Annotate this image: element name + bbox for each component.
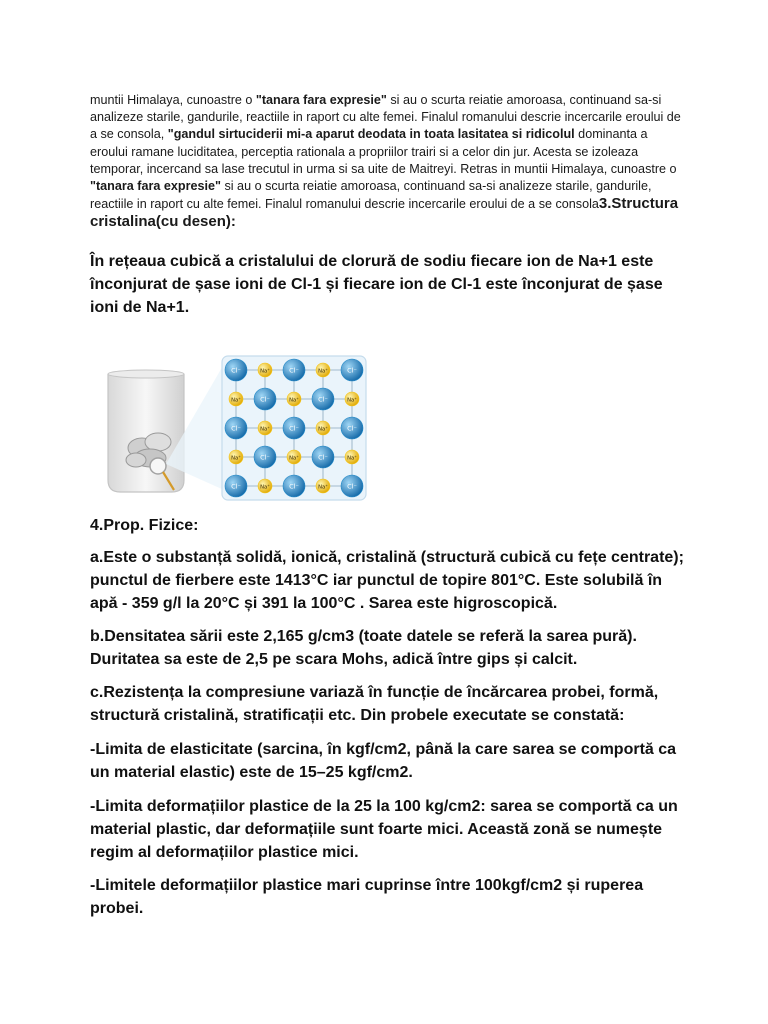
sodium-ion	[229, 450, 243, 464]
chloride-ion	[341, 475, 363, 497]
sodium-ion	[316, 421, 330, 435]
svg-text:Na⁺: Na⁺	[347, 397, 357, 404]
sodium-ion	[258, 479, 272, 493]
svg-text:Na⁺: Na⁺	[260, 484, 270, 491]
sodium-ion	[345, 392, 359, 406]
svg-text:Cl⁻: Cl⁻	[347, 366, 357, 375]
intro-quote: "gandul sirtuciderii mi-a aparut deodata in toata lasitatea si ridicolul	[167, 127, 575, 142]
beaker-shape	[108, 374, 184, 492]
chloride-ion	[225, 417, 247, 439]
svg-text:Cl⁻: Cl⁻	[260, 453, 270, 462]
intro-paragraph	[90, 92, 682, 232]
svg-text:Na⁺: Na⁺	[231, 397, 241, 404]
svg-text:Cl⁻: Cl⁻	[318, 453, 328, 462]
intro-text: si au o scurta reiatie amoroasa, continuand sa-si analizeze starile, gandurile, reactiile in raport cu alte femei. Finalul romanului descrie incercarile eroului de a se consola,	[90, 93, 681, 142]
svg-text:Cl⁻: Cl⁻	[231, 424, 241, 433]
svg-text:Cl⁻: Cl⁻	[289, 482, 299, 491]
chloride-ion	[283, 475, 305, 497]
svg-text:Na⁺: Na⁺	[260, 426, 270, 433]
chloride-ion	[225, 359, 247, 381]
svg-text:Cl⁻: Cl⁻	[289, 366, 299, 375]
svg-text:Na⁺: Na⁺	[347, 455, 357, 462]
svg-text:Na⁺: Na⁺	[231, 455, 241, 462]
sodium-ion	[316, 363, 330, 377]
sodium-ion	[258, 363, 272, 377]
svg-text:Na⁺: Na⁺	[318, 368, 328, 375]
structure-paragraph: În rețeaua cubică a cristalului de clorură de sodiu fiecare ion de Na+1 este înconjurat de șase ioni de Cl-1 și fiecare ion de Cl-1 este înconjurat de șase ioni de Na+1.	[90, 253, 663, 316]
section-3-heading: 3.Structura cristalina(cu desen):	[90, 195, 679, 231]
svg-text:Na⁺: Na⁺	[289, 397, 299, 404]
svg-text:Cl⁻: Cl⁻	[260, 395, 270, 404]
chloride-ion	[341, 417, 363, 439]
nacl-crystal-figure	[100, 352, 370, 502]
svg-text:Cl⁻: Cl⁻	[289, 424, 299, 433]
svg-text:Cl⁻: Cl⁻	[347, 482, 357, 491]
intro-text: muntii Himalaya, cunoastre o	[90, 93, 256, 107]
sodium-ion	[345, 450, 359, 464]
magnifier-icon	[150, 458, 166, 474]
intro-quote: "tanara fara expresie"	[255, 93, 387, 107]
svg-text:Cl⁻: Cl⁻	[231, 482, 241, 491]
chloride-ion	[283, 359, 305, 381]
svg-text:Cl⁻: Cl⁻	[231, 366, 241, 375]
large-plastic-limit: -Limitele deformațiilor plastice mari cuprinse între 100kgf/cm2 și ruperea probei.	[90, 877, 644, 917]
sodium-ion	[316, 479, 330, 493]
svg-text:Na⁺: Na⁺	[318, 484, 328, 491]
section-4-title: 4.Prop. Fizice:	[90, 517, 199, 534]
svg-text:Na⁺: Na⁺	[260, 368, 270, 375]
property-b: b.Densitatea sării este 2,165 g/cm3 (toate datele se referă la sarea pură). Duritatea sa este de 2,5 pe scara Mohs, adică între gips și calcit.	[90, 628, 637, 668]
property-a: a.Este o substanță solidă, ionică, cristalină (structură cubică cu fețe centrate); punctul de fierbere este 1413°C iar punctul de topire 801°C. Este solubilă în apă - 359 g/l la 20°C și 391 la 100°C . Sarea este higroscopică.	[90, 549, 684, 612]
chloride-ion	[254, 388, 276, 410]
chloride-ion	[225, 475, 247, 497]
chloride-ion	[254, 446, 276, 468]
intro-text: dominanta a eroului ramane luciditatea, perceptia rationala a propriilor trairi si a celor din jur. Acesta se izoleaza temporar, incercand sa lase trecutul in urma si sa uite de Maitreyi. Retras in muntii Himalaya, cunoastre o	[90, 127, 677, 176]
chloride-ion	[312, 388, 334, 410]
chloride-ion	[312, 446, 334, 468]
sodium-ion	[287, 450, 301, 464]
svg-text:Na⁺: Na⁺	[318, 426, 328, 433]
small-plastic-limit: -Limita deformațiilor plastice de la 25 la 100 kg/cm2: sarea se comportă ca un material plastic, dar deformațiile sunt foarte mici. Această zonă se numește regim al deformațiilor plastice mici.	[90, 798, 678, 861]
property-c: c.Rezistența la compresiune variază în funcție de încărcarea probei, formă, structură cristalină, stratificații etc. Din probele executate se constată:	[90, 684, 659, 724]
chloride-ion	[283, 417, 305, 439]
intro-quote: "tanara fara expresie"	[90, 179, 221, 194]
elasticity-limit: -Limita de elasticitate (sarcina, în kgf/cm2, până la care sarea se comportă ca un material elastic) este de 15–25 kgf/cm2.	[90, 741, 677, 781]
sodium-ion	[287, 392, 301, 406]
svg-text:Cl⁻: Cl⁻	[347, 424, 357, 433]
sodium-ion	[258, 421, 272, 435]
svg-text:Cl⁻: Cl⁻	[318, 395, 328, 404]
intro-text: si au o scurta reiatie amoroasa, continuand sa-si analizeze starile, gandurile, reactiile in raport cu alte femei. Finalul romanului descrie incercarile eroului de a se consola	[90, 179, 652, 212]
sodium-ion	[229, 392, 243, 406]
svg-text:Na⁺: Na⁺	[289, 455, 299, 462]
chloride-ion	[341, 359, 363, 381]
